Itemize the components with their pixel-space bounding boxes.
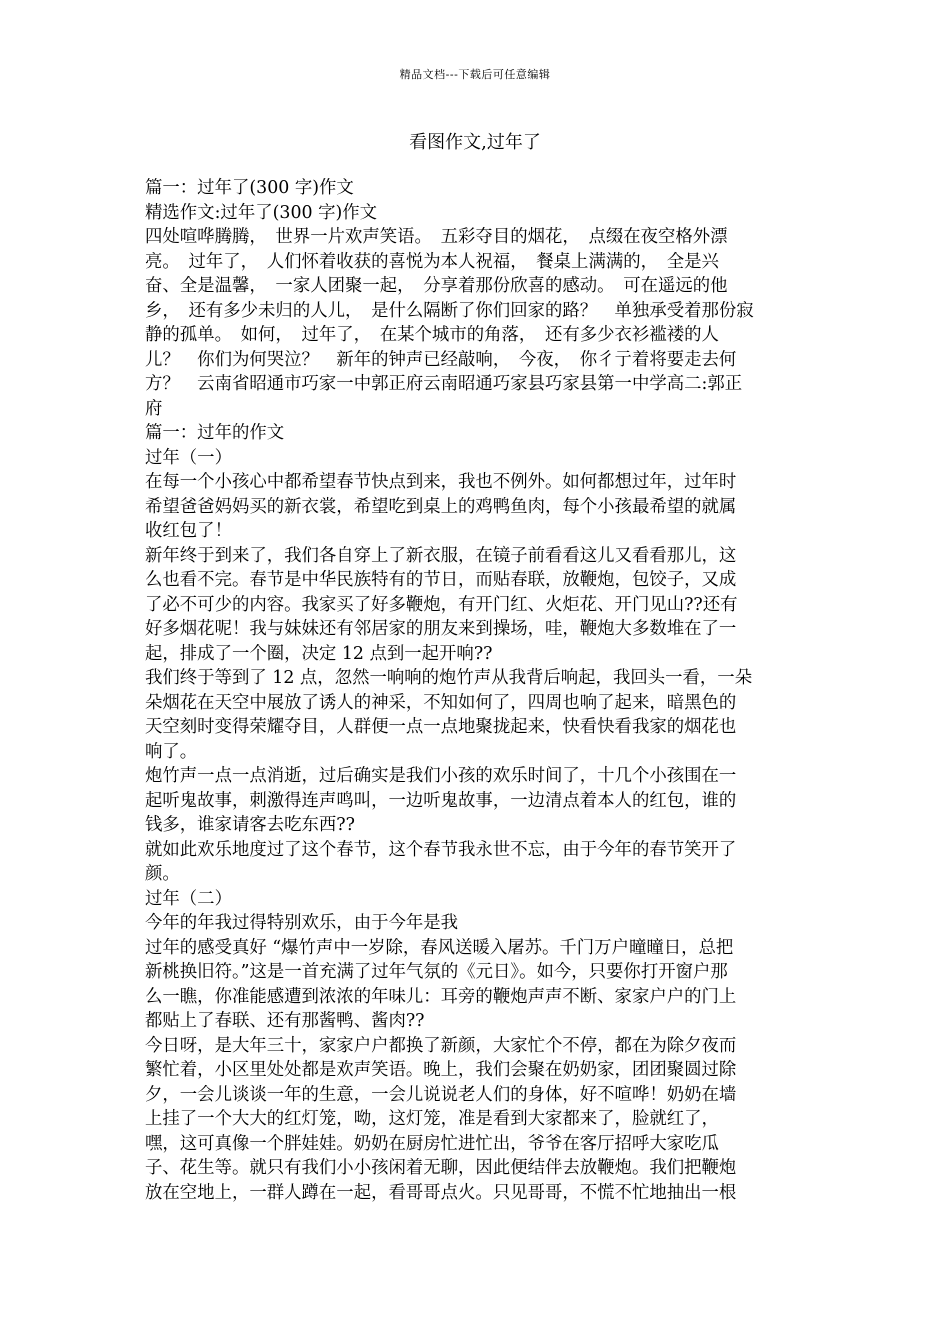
text-line: 儿？ 你们为何哭泣？ 新年的钟声已经敲响， 今夜， 你彳亍着将要走去何	[145, 349, 737, 370]
text-line: 响了。	[145, 741, 198, 762]
text-line: 上挂了一个大大的红灯笼，呦，这灯笼，准是看到大家都来了，脸就红了，	[145, 1109, 719, 1129]
text-line: 颜。	[145, 864, 180, 884]
text-line: 么一瞧，你准能感遭到浓浓的年味儿：耳旁的鞭炮声声不断、家家户户的门上	[145, 986, 737, 1007]
document-body	[145, 176, 805, 1205]
text-line: 收红包了！	[145, 521, 232, 541]
text-line: 嘿，这可真像一个胖娃娃。奶奶在厨房忙进忙出，爷爷在客厅招呼大家吃瓜	[145, 1133, 719, 1154]
text-line: 朵烟花在天空中展放了诱人的神采，不知如何了，四周也响了起来，暗黑色的	[145, 692, 737, 713]
text-line: 好多烟花呢！我与妹妹还有邻居家的朋友来到操场，哇，鞭炮大多数堆在了一	[145, 619, 737, 639]
text-line: 都贴上了春联、还有那酱鸭、酱肉??	[145, 1011, 425, 1031]
text-line: 夕，一会儿谈谈一年的生意，一会儿说说老人们的身体，好不喧哗！奶奶在墙	[145, 1084, 737, 1105]
text-line: 方？ 云南省昭通市巧家一中郭正府云南昭通巧家县巧家县第一中学高二:郭正	[145, 374, 743, 394]
text-line: 今日呀，是大年三十，家家户户都换了新颜，大家忙个不停，都在为除夕夜而	[145, 1035, 737, 1056]
text-line: 今年的年我过得特别欢乐，由于今年是我	[145, 913, 459, 933]
text-line: 钱多，谁家请客去吃东西??	[145, 815, 355, 835]
text-line: 过年（一）	[145, 447, 232, 468]
text-line: 起听鬼故事，刺激得连声鸣叫，一边听鬼故事，一边清点着本人的红包，谁的	[145, 790, 737, 811]
text-line: 放在空地上，一群人蹲在一起，看哥哥点火。只见哥哥，不慌不忙地抽出一根	[145, 1182, 737, 1203]
text-line: 我们终于等到了 12 点，忽然一响响的炮竹声从我背后响起，我回头一看，一朵	[145, 668, 753, 688]
text-line: 炮竹声一点一点消逝，过后确实是我们小孩的欢乐时间了，十几个小孩围在一	[145, 766, 737, 786]
text-line: 起，排成了一个圈，决定 12 点到一起开响??	[145, 643, 493, 664]
text-line: 在每一个小孩心中都希望春节快点到来，我也不例外。如何都想过年，过年时	[145, 472, 737, 492]
text-line: 繁忙着，小区里处处都是欢声笑语。晚上，我们会聚在奶奶家，团团聚圆过除	[145, 1060, 737, 1080]
text-line: 了必不可少的内容。我家买了好多鞭炮，有开门红、火炬花、开门见山??还有	[145, 594, 738, 615]
text-line: 么也看不完。春节是中华民族特有的节日，而贴春联，放鞭炮，包饺子，又成	[145, 570, 737, 590]
text-line: 过年的感受真好 “爆竹声中一岁除，春风送暖入屠苏。千门万户曈曈日，总把	[145, 937, 734, 958]
text-line: 过年（二）	[145, 888, 232, 909]
text-line: 亮。 过年了， 人们怀着收获的喜悦为本人祝福， 餐桌上满满的， 全是兴	[145, 251, 719, 272]
text-line: 精选作文:过年了(300 字)作文	[145, 202, 378, 223]
document-title: 看图作文,过年了	[409, 132, 541, 153]
text-line: 新年终于到来了，我们各自穿上了新衣服，在镜子前看看这儿又看看那儿，这	[145, 545, 737, 566]
text-line: 府	[145, 398, 163, 419]
text-line: 奋、全是温馨， 一家人团聚一起， 分享着那份欣喜的感动。 可在遥远的他	[145, 276, 728, 296]
text-line: 天空刻时变得荣耀夺目，人群便一点一点地聚拢起来，快看快看我家的烟花也	[145, 717, 737, 737]
text-line: 四处喧哗腾腾， 世界一片欢声笑语。 五彩夺目的烟花， 点缀在夜空格外漂	[145, 227, 728, 247]
text-line: 乡， 还有多少未归的人儿， 是什么隔断了你们回家的路？ 单独承受着那份寂	[145, 300, 754, 321]
text-line: 希望爸爸妈妈买的新衣裳，希望吃到桌上的鸡鸭鱼肉，每个小孩最希望的就属	[145, 496, 737, 517]
text-line: 就如此欢乐地度过了这个春节，这个春节我永世不忘，由于今年的春节笑开了	[145, 839, 737, 860]
page-header: 精品文档---下载后可任意编辑	[399, 68, 551, 81]
text-line: 子、花生等。就只有我们小小孩闲着无聊，因此便结伴去放鞭炮。我们把鞭炮	[145, 1158, 737, 1178]
text-line: 篇一：过年了(300 字)作文	[145, 178, 354, 198]
text-line: 静的孤单。 如何， 过年了， 在某个城市的角落， 还有多少衣衫褴褛的人	[145, 325, 719, 345]
text-line: 新桃换旧符。”这是一首充满了过年气氛的《元日》。如今，只要你打开窗户那	[145, 962, 728, 982]
text-line: 篇一：过年的作文	[145, 423, 285, 443]
